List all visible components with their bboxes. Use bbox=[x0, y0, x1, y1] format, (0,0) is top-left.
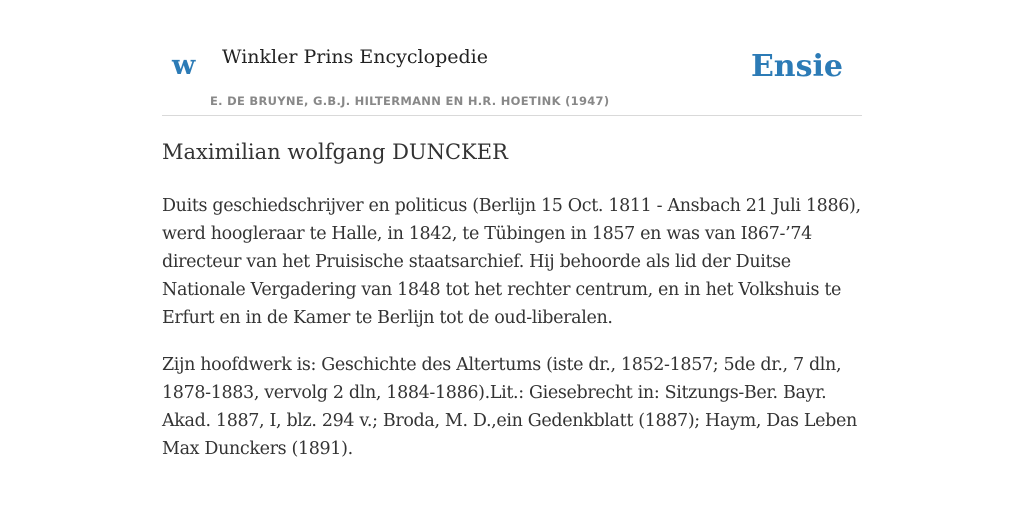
article-card bbox=[162, 0, 862, 512]
source-header bbox=[162, 0, 862, 116]
article-title: Maximilian wolfgang DUNCKER bbox=[162, 140, 508, 164]
ensie-logo[interactable]: Ensie bbox=[750, 49, 843, 84]
source-authors: E. DE BRUYNE, G.B.J. HILTERMANN EN H.R. HOETINK (1947) bbox=[210, 94, 610, 108]
article-paragraph: Duits geschiedschrijver en politicus (Berlijn 15 Oct. 1811 - Ansbach 21 Juli 1886), werd hoogleraar te Halle, in 1842, te Tübingen in 1857 en was van I867-’74 directeur van het Pruisische staatsarchief. Hij behoorde als lid der Duitse Nationale Vergadering van 1848 tot het rechter centrum, en in het Volkshuis te Erfurt en in de Kamer te Berlijn tot de oud-liberalen. bbox=[162, 196, 861, 328]
winkler-prins-logo[interactable]: w bbox=[172, 50, 196, 81]
article-body bbox=[162, 192, 862, 482]
article-paragraph: Zijn hoofdwerk is: Geschichte des Altertums (iste dr., 1852-1857; 5de dr., 7 dln, 1878-1883, vervolg 2 dln, 1884-1886).Lit.: Giesebrecht in: Sitzungs-Ber. Bayr. Akad. 1887, I, blz. 294 v.; Broda, M. D.,ein Gedenkblatt (1887); Haym, Das Leben Max Dunckers (1891). bbox=[162, 355, 857, 459]
source-title[interactable]: Winkler Prins Encyclopedie bbox=[222, 46, 488, 68]
